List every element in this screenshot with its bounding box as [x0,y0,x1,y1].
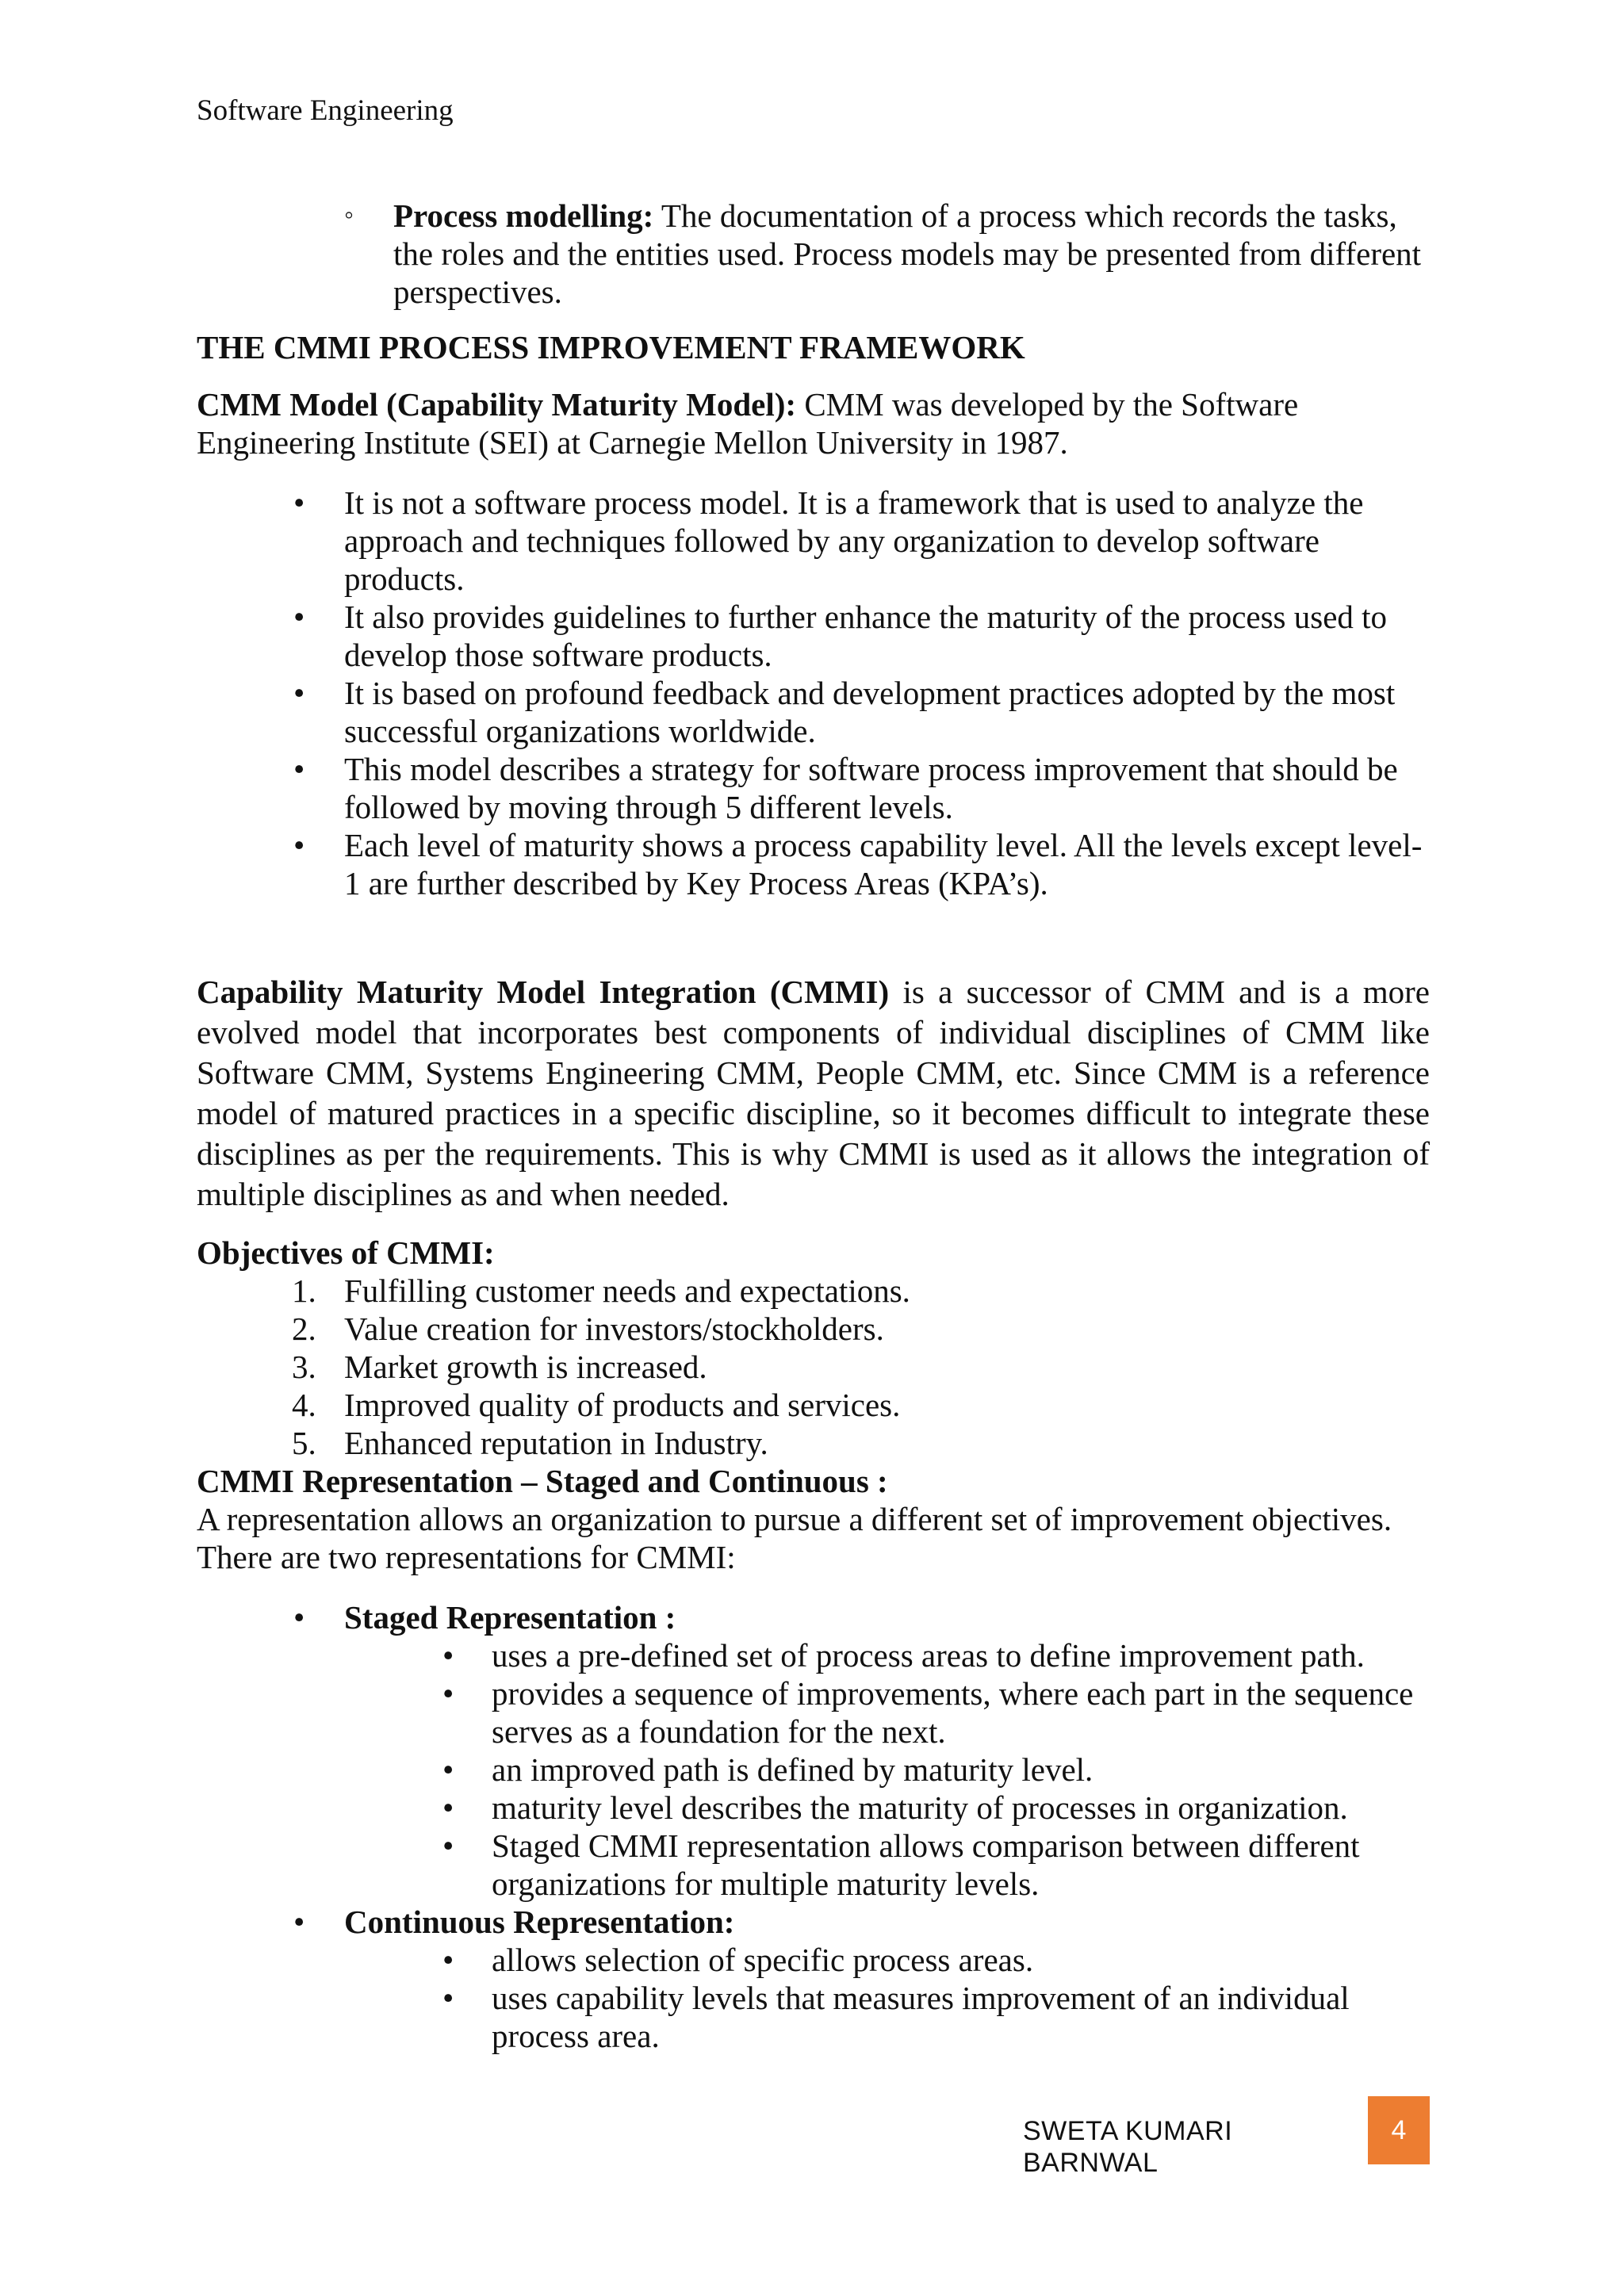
list-item [197,1272,1430,1310]
item-text: Market growth is increased. [344,1349,707,1385]
list-item: • It is not a software process model. It is a framework that is used to analyze the approach and techniques followed by any organization to develop software products. [197,484,1430,598]
item-number: 4. [292,1387,316,1423]
representation-list [197,1598,1430,2055]
list-item: • maturity level describes the maturity of processes in organization. [344,1789,1430,1827]
cmm-term: CMM Model (Capability Maturity Model): [197,386,797,423]
cmmi-text: is a successor of CMM and is a more evolved model that incorporates best components of individual disciplines of CMM like Software CMM, Systems Engineering CMM, People CMM, etc. Since CMM is a reference model of matured practices in a specific discipline, so it becomes difficult to integrate these disciplines as per the requirements. This is why CMMI is used as it allows the integration of multiple disciplines as and when needed. [197,974,1430,1212]
running-header: Software Engineering [197,94,454,127]
list-item [197,1310,1430,1348]
process-modelling-term: Process modelling: [393,197,654,234]
page-footer [1023,2096,1430,2178]
list-item: • It is based on profound feedback and development practices adopted by the most successful organizations worldwide. [197,674,1430,750]
process-modelling-item [344,197,1430,311]
list-item: • uses a pre-defined set of process areas to define improvement path. [344,1636,1430,1674]
continuous-title: Continuous Representation: [344,1904,735,1940]
author-name: SWETA KUMARI BARNWAL [1023,2116,1233,2178]
staged-title: Staged Representation : [344,1599,676,1636]
list-item: • Staged CMMI representation allows comparison between different organizations for multiple maturity levels. [344,1827,1430,1903]
objectives-list [197,1272,1430,1462]
cmmi-term: Capability Maturity Model Integration (CMMI) [197,974,890,1010]
representation-heading: CMMI Representation – Staged and Continuous : [197,1463,888,1499]
list-item [197,1386,1430,1424]
staged-sublist [344,1636,1430,1903]
list-item [197,1598,1430,1903]
item-number: 5. [292,1425,316,1461]
item-number: 1. [292,1272,316,1309]
process-modelling-text: The documentation of a process which records the tasks, the roles and the entities used. Process models may be presented from different perspectives. [393,197,1422,310]
section-heading: THE CMMI PROCESS IMPROVEMENT FRAMEWORK [197,329,1025,365]
list-item [197,1424,1430,1462]
cmm-bullet-list [197,484,1430,902]
list-item: • uses capability levels that measures improvement of an individual process area. [344,1979,1430,2055]
list-item: • an improved path is defined by maturity level. [344,1751,1430,1789]
item-text: Value creation for investors/stockholders. [344,1311,884,1347]
item-text: Fulfilling customer needs and expectations. [344,1272,910,1309]
list-item: • provides a sequence of improvements, where each part in the sequence serves as a foundation for the next. [344,1674,1430,1751]
list-item: • Each level of maturity shows a process capability level. All the levels except level-1 are further described by Key Process Areas (KPA’s). [197,826,1430,902]
list-item: • This model describes a strategy for software process improvement that should be followed by moving through 5 different levels. [197,750,1430,826]
cmm-text: CMM was developed by the Software Engineering Institute (SEI) at Carnegie Mellon University in 1987. [197,386,1299,461]
continuous-sublist [344,1941,1430,2055]
list-item: • allows selection of specific process areas. [344,1941,1430,1979]
hollow-bullet-icon: ◦ [344,201,354,230]
item-text: Enhanced reputation in Industry. [344,1425,768,1461]
item-text: Improved quality of products and services. [344,1387,901,1423]
cmm-definition [197,385,1430,461]
cmmi-paragraph [197,972,1430,1215]
page-number-badge: 4 [1368,2096,1430,2164]
representation-intro: A representation allows an organization to pursue a different set of improvement objectives. There are two representations for CMMI: [197,1501,1392,1575]
list-item: • It also provides guidelines to further enhance the maturity of the process used to develop those software products. [197,598,1430,674]
objectives-heading: Objectives of CMMI: [197,1234,495,1271]
item-number: 2. [292,1311,316,1347]
page-content [197,197,1430,2055]
list-item [197,1348,1430,1386]
list-item [197,1903,1430,2055]
item-number: 3. [292,1349,316,1385]
